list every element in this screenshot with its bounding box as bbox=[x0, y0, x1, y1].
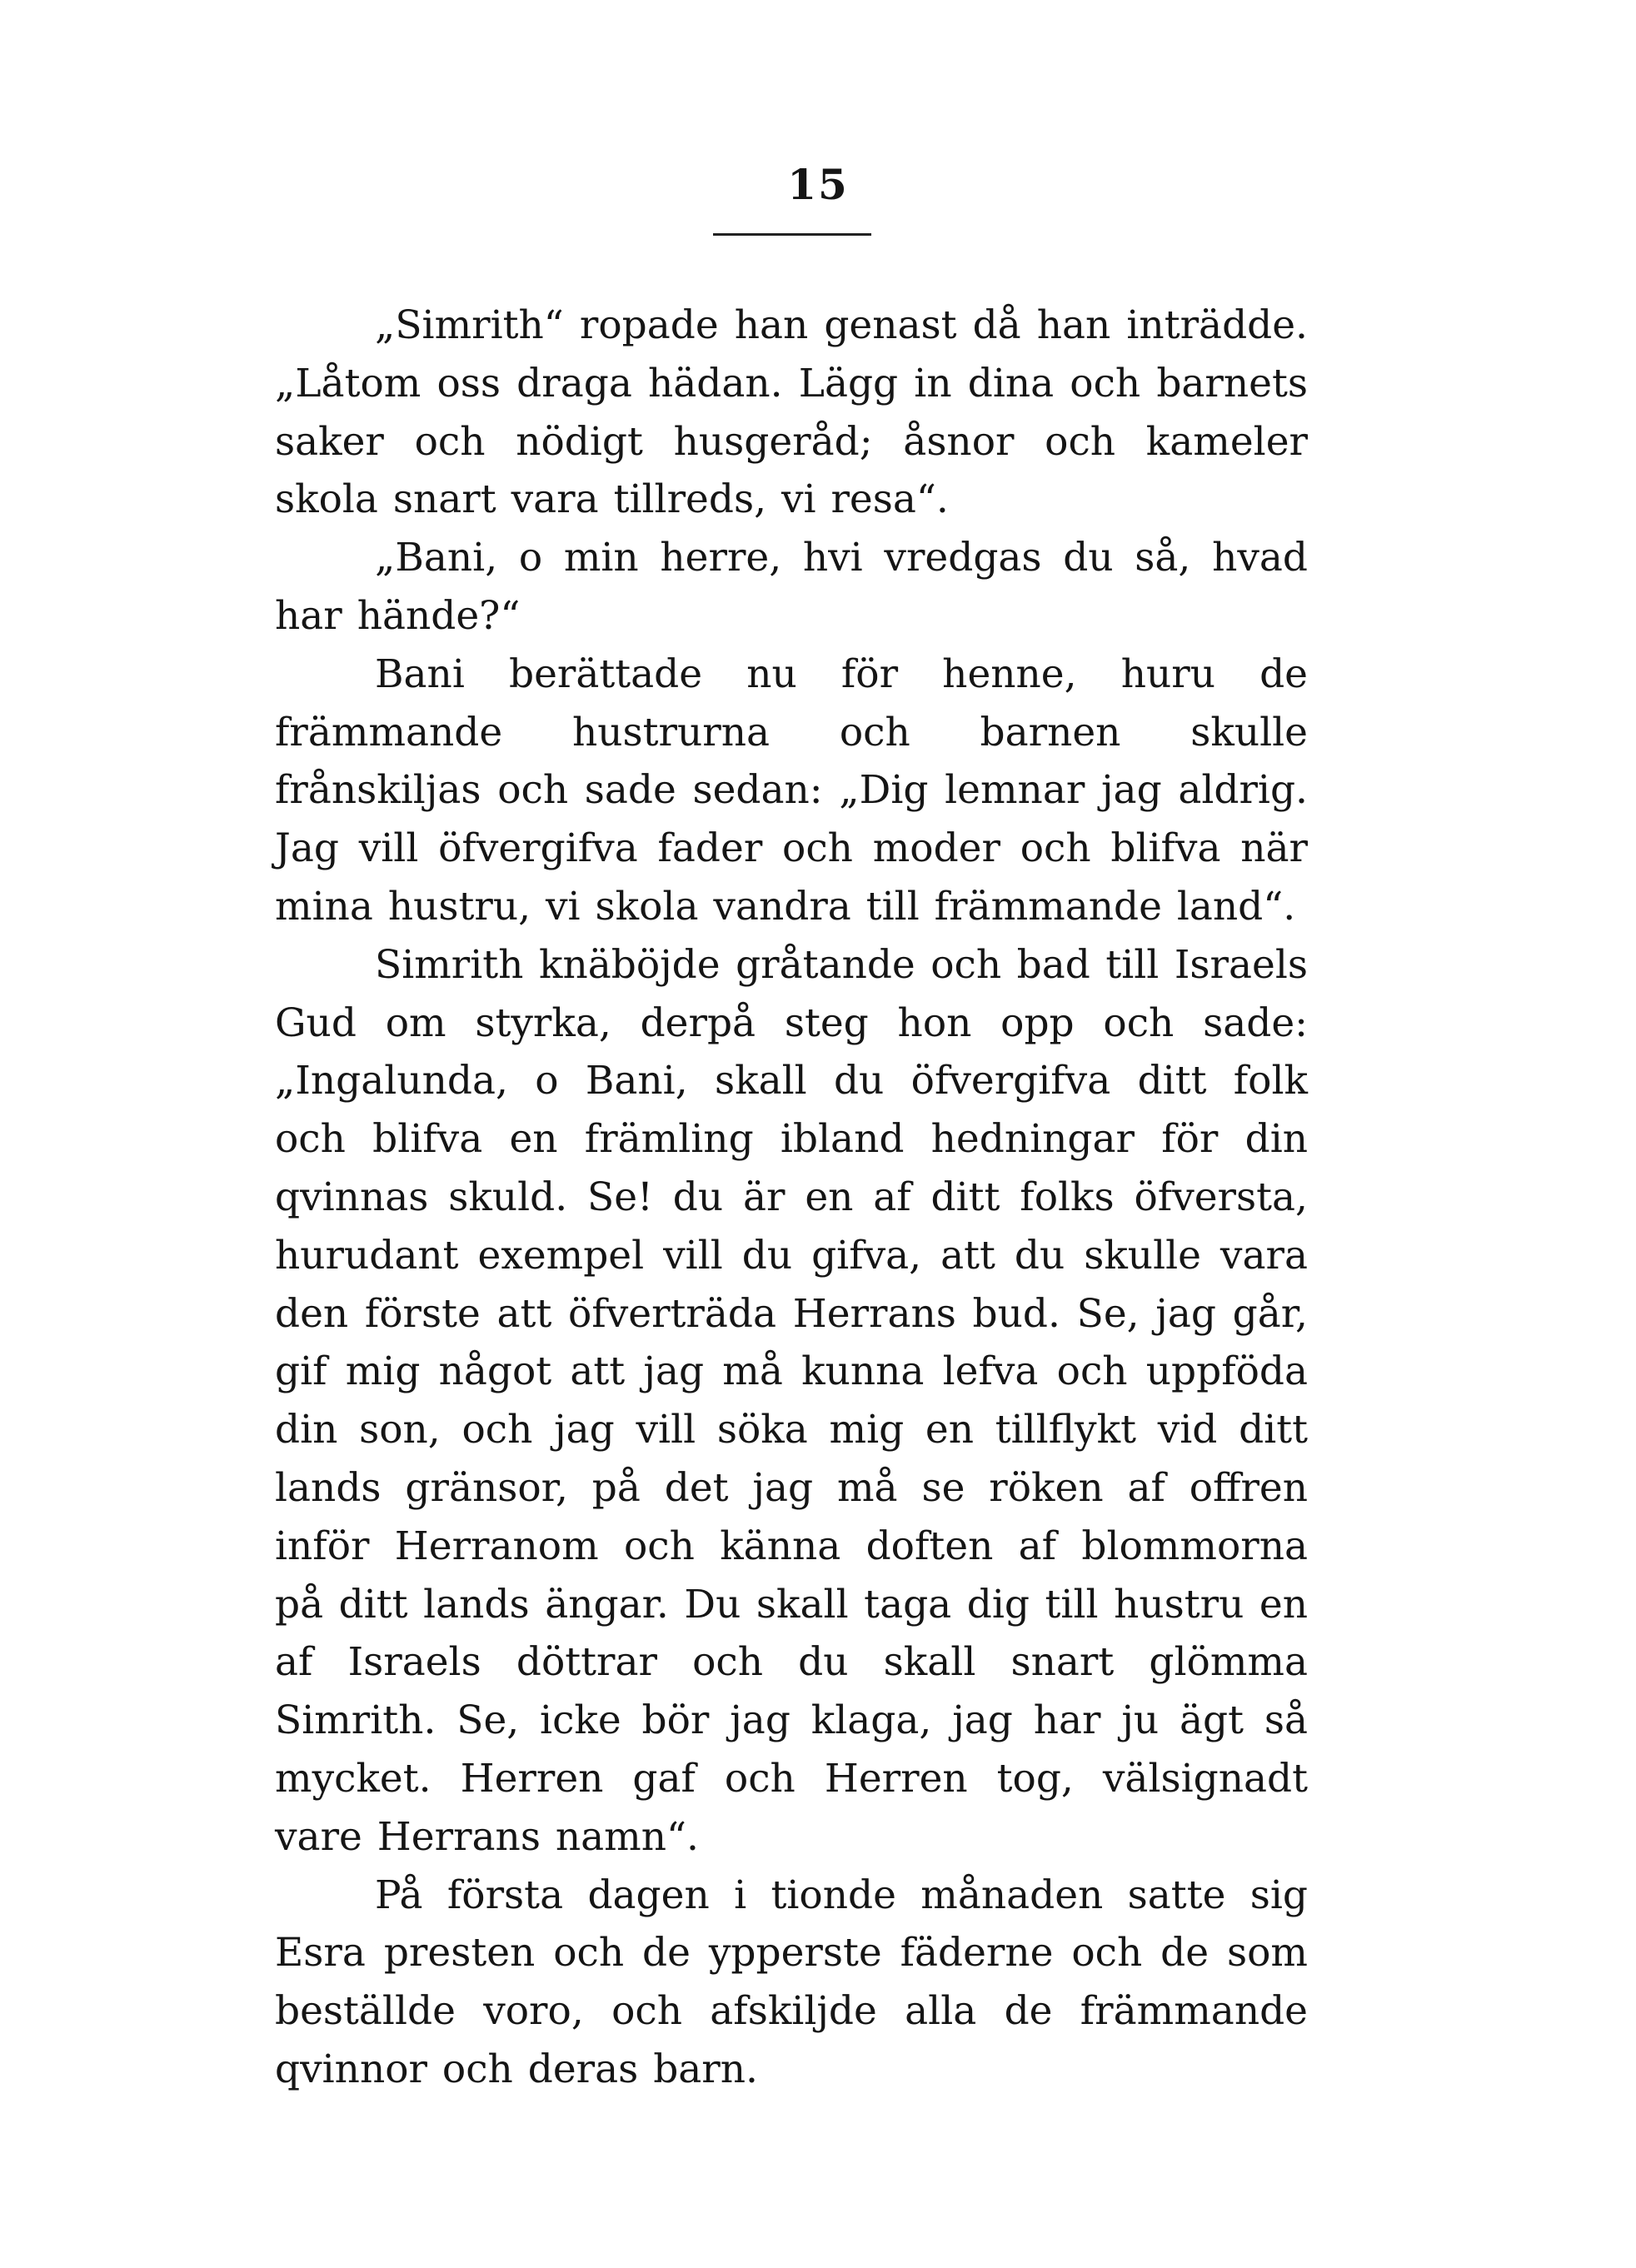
body-text bbox=[275, 297, 1308, 2099]
header-rule bbox=[713, 233, 871, 236]
paragraph: „Bani, o min herre, hvi vredgas du så, hvad har hände?“ bbox=[275, 535, 1308, 639]
paragraph: „Simrith“ ropade han genast då han inträdde. „Låtom oss draga hädan. Lägg in dina och barnets saker och nödigt husgeråd; åsnor och kameler skola snart vara tillreds, vi resa“. bbox=[275, 302, 1308, 523]
page-number: 15 bbox=[787, 160, 849, 209]
paragraph: Bani berättade nu för henne, huru de främmande hustrurna och barnen skulle frånskiljas och sade sedan: „Dig lemnar jag aldrig. Jag vill öfvergifva fader och moder och blifva när mina hustru, vi skola vandra till främmande land“. bbox=[275, 650, 1308, 930]
paragraph: På första dagen i tionde månaden satte sig Esra presten och de ypperste fäderne och de som beställde voro, och afskiljde alla de främmande qvinnor och deras barn. bbox=[275, 1872, 1308, 2092]
paragraph: Simrith knäböjde gråtande och bad till Israels Gud om styrka, derpå steg hon opp och sade: „Ingalunda, o Bani, skall du öfvergifva ditt folk och blifva en främling ibland hedningar för din qvinnas skuld. Se! du är en af ditt folks öfversta, hurudant exempel vill du gifva, att du skulle vara den förste att öfverträda Herrans bud. Se, jag går, gif mig något att jag må kunna lefva och uppföda din son, och jag vill söka mig en tillflykt vid ditt lands gränsor, på det jag må se röken af offren inför Herranom och känna doften af blommorna på ditt lands ängar. Du skall taga dig till hustru en af Israels döttrar och du skall snart glömma Simrith. Se, icke bör jag klaga, jag har ju ägt så mycket. Herren gaf och Herren tog, välsignadt vare Herrans namn“. bbox=[275, 941, 1308, 1860]
